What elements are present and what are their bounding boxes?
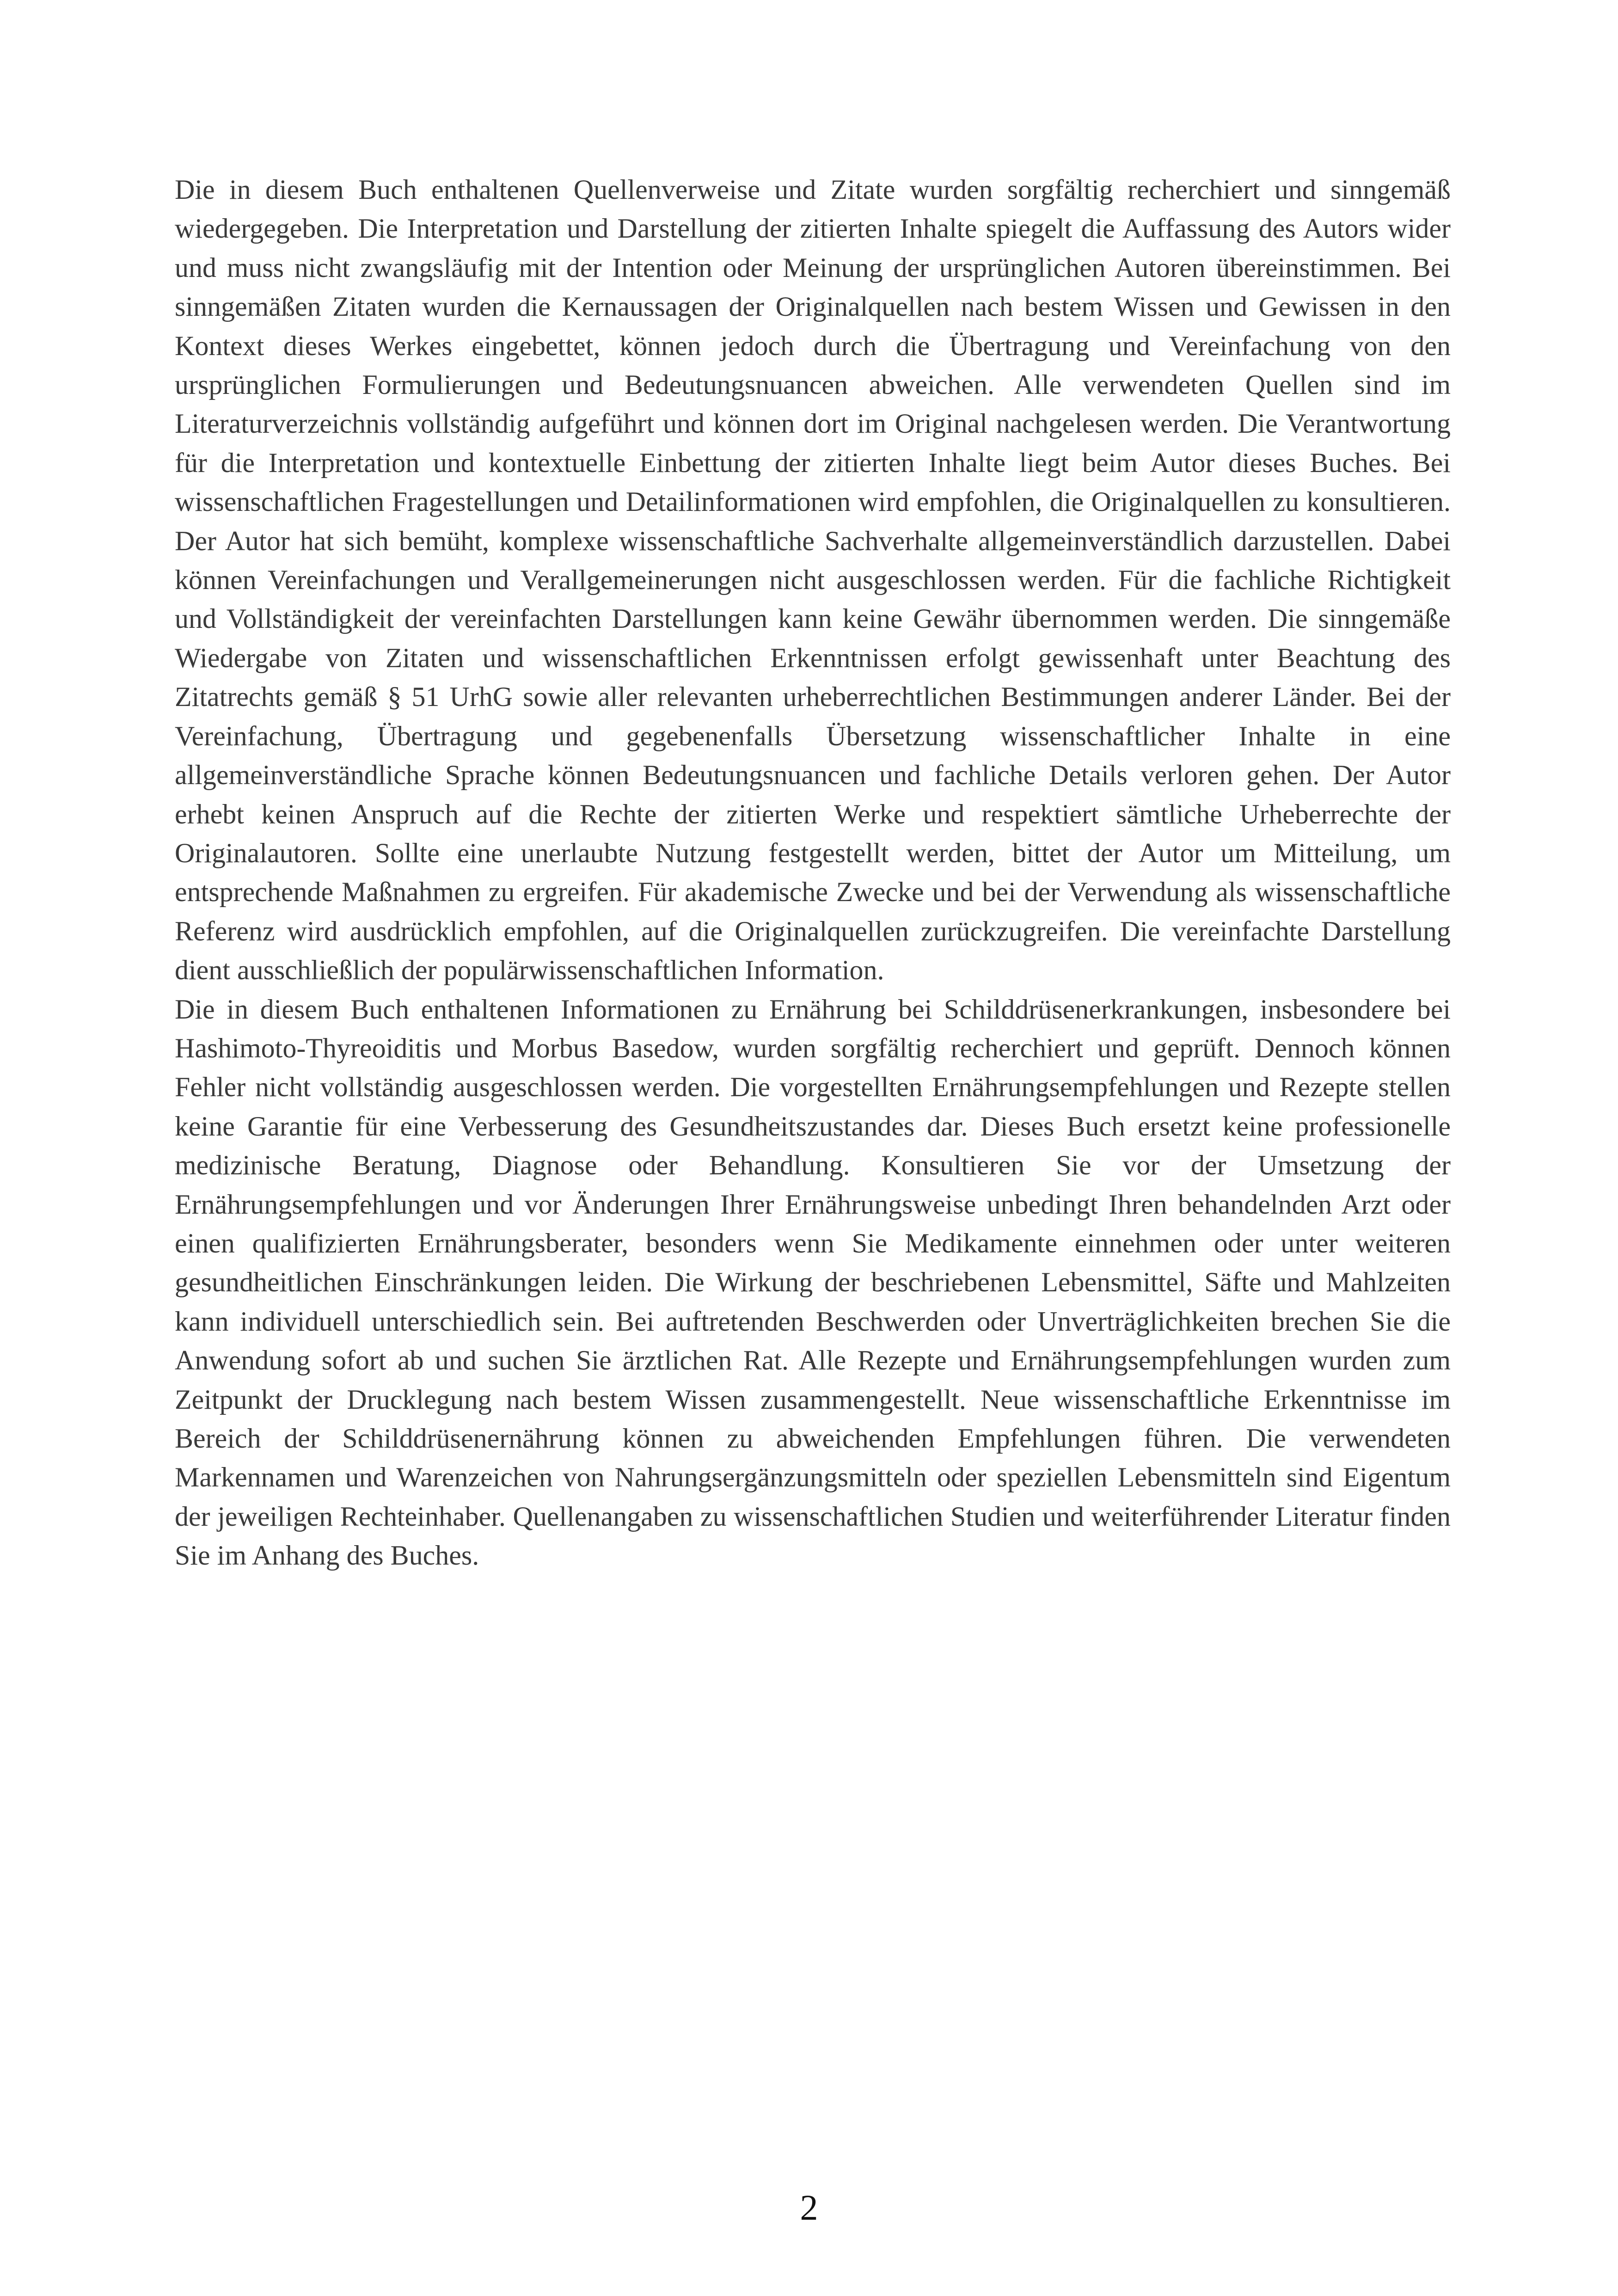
paragraph-sources-disclaimer: Die in diesem Buch enthaltenen Quellenverweise und Zitate wurden sorgfältig recherchiert und sinngemäß wiedergegeben. Die Interpretation und Darstellung der zitierten Inhalte spiegelt die Auffassung des Autors wider und muss nicht zwangsläufig mit der Intention oder Meinung der ursprünglichen Autoren übereinstimmen. Bei sinngemäßen Zitaten wurden die Kernaussagen der Originalquellen nach bestem Wissen und Gewissen in den Kontext dieses Werkes eingebettet, können jedoch durch die Übertragung und Vereinfachung von den ursprünglichen Formulierungen und Bedeutungsnuancen abweichen. Alle verwendeten Quellen sind im Literaturverzeichnis vollständig aufgeführt und können dort im Original nachgelesen werden. Die Verantwortung für die Interpretation und kontextuelle Einbettung der zitierten Inhalte liegt beim Autor dieses Buches. Bei wissenschaftlichen Fragestellungen und Detailinformationen wird empfohlen, die Originalquellen zu konsultieren. Der Autor hat sich bemüht, komplexe wissenschaftliche Sachverhalte allgemeinverständlich darzustellen. Dabei können Vereinfachungen und Verallgemeinerungen nicht ausgeschlossen werden. Für die fachliche Richtigkeit und Vollständigkeit der vereinfachten Darstellungen kann keine Gewähr übernommen werden. Die sinngemäße Wiedergabe von Zitaten und wissenschaftlichen Erkenntnissen erfolgt gewissenhaft unter Beachtung des Zitatrechts gemäß § 51 UrhG sowie aller relevanten urheberrechtlichen Bestimmungen anderer Länder. Bei der Vereinfachung, Übertragung und gegebenenfalls Übersetzung wissenschaftlicher Inhalte in eine allgemeinverständliche Sprache können Bedeutungsnuancen und fachliche Details verloren gehen. Der Autor erhebt keinen Anspruch auf die Rechte der zitierten Werke und respektiert sämtliche Urheberrechte der Originalautoren. Sollte eine unerlaubte Nutzung festgestellt werden, bittet der Autor um Mitteilung, um entsprechende Maßnahmen zu ergreifen. Für akademische Zwecke und bei der Verwendung als wissenschaftliche Referenz wird ausdrücklich empfohlen, auf die Originalquellen zurückzugreifen. Die vereinfachte Darstellung dient ausschließlich der populärwissenschaftlichen Information. [175, 174, 1451, 986]
body-text [175, 170, 1451, 1575]
page-number: 2 [800, 2187, 818, 2228]
paragraph-nutrition-disclaimer: Die in diesem Buch enthaltenen Informationen zu Ernährung bei Schilddrüsenerkrankungen, insbesondere bei Hashimoto-Thyreoiditis und Morbus Basedow, wurden sorgfältig recherchiert und geprüft. Dennoch können Fehler nicht vollständig ausgeschlossen werden. Die vorgestellten Ernährungsempfehlungen und Rezepte stellen keine Garantie für eine Verbesserung des Gesundheitszustandes dar. Dieses Buch ersetzt keine professionelle medizinische Beratung, Diagnose oder Behandlung. Konsultieren Sie vor der Umsetzung der Ernährungsempfehlungen und vor Änderungen Ihrer Ernährungsweise unbedingt Ihren behandelnden Arzt oder einen qualifizierten Ernährungsberater, besonders wenn Sie Medikamente einnehmen oder unter weiteren gesundheitlichen Einschränkungen leiden. Die Wirkung der beschriebenen Lebensmittel, Säfte und Mahlzeiten kann individuell unterschiedlich sein. Bei auftretenden Beschwerden oder Unverträglichkeiten brechen Sie die Anwendung sofort ab und suchen Sie ärztlichen Rat. Alle Rezepte und Ernährungsempfehlungen wurden zum Zeitpunkt der Drucklegung nach bestem Wissen zusammengestellt. Neue wissenschaftliche Erkenntnisse im Bereich der Schilddrüsenernährung können zu abweichenden Empfehlungen führen. Die verwendeten Markennamen und Warenzeichen von Nahrungsergänzungsmitteln oder speziellen Lebensmitteln sind Eigentum der jeweiligen Rechteinhaber. Quellenangaben zu wissenschaftlichen Studien und weiterführender Literatur finden Sie im Anhang des Buches. [175, 994, 1451, 1571]
